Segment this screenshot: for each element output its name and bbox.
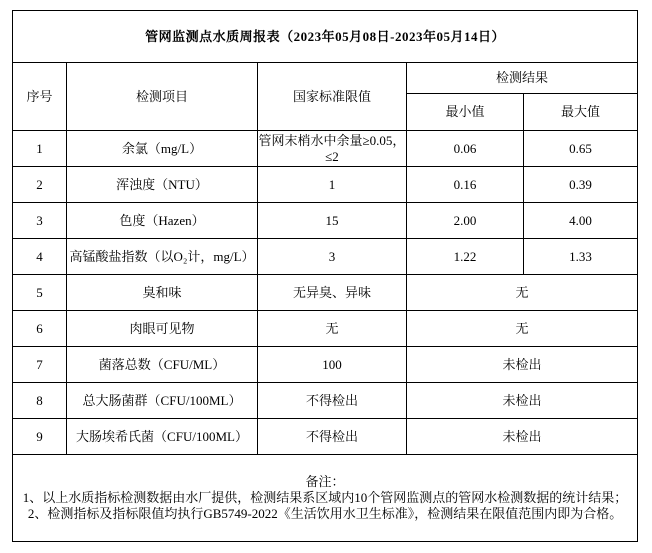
table-row xyxy=(13,383,638,419)
table-row xyxy=(13,311,638,347)
table-row xyxy=(13,419,638,455)
table-row xyxy=(13,347,638,383)
result-cell: 未检出 xyxy=(407,347,638,383)
min-value-cell: 2.00 xyxy=(407,203,524,239)
item-cell: 总大肠菌群（CFU/100ML） xyxy=(67,383,258,419)
result-cell: 未检出 xyxy=(407,419,638,455)
water-quality-table xyxy=(12,10,638,542)
result-cell: 无 xyxy=(407,311,638,347)
header-max: 最大值 xyxy=(524,94,638,131)
max-value-cell: 1.33 xyxy=(524,239,638,275)
table-row xyxy=(13,239,638,275)
item-cell: 高锰酸盐指数（以O₂计，mg/L） xyxy=(67,239,258,275)
row-index-cell: 3 xyxy=(13,203,67,239)
notes-row xyxy=(13,455,638,542)
item-cell: 余氯（mg/L） xyxy=(67,131,258,167)
header-row-1 xyxy=(13,63,638,94)
table-row xyxy=(13,203,638,239)
min-value-cell: 0.06 xyxy=(407,131,524,167)
item-cell: 大肠埃希氏菌（CFU/100ML） xyxy=(67,419,258,455)
header-limit: 国家标准限值 xyxy=(258,63,407,131)
row-index-cell: 1 xyxy=(13,131,67,167)
header-item: 检测项目 xyxy=(67,63,258,131)
row-index-cell: 4 xyxy=(13,239,67,275)
table-row xyxy=(13,131,638,167)
limit-cell: 不得检出 xyxy=(258,419,407,455)
table-row xyxy=(13,275,638,311)
max-value-cell: 0.65 xyxy=(524,131,638,167)
note-line-2: 2、检测指标及指标限值均执行GB5749-2022《生活饮用水卫生标准》，检测结果在限值范围内即为合格。 xyxy=(27,506,623,521)
item-cell: 臭和味 xyxy=(67,275,258,311)
header-no: 序号 xyxy=(13,63,67,131)
result-cell: 无 xyxy=(407,275,638,311)
limit-cell: 无异臭、异味 xyxy=(258,275,407,311)
row-index-cell: 8 xyxy=(13,383,67,419)
limit-cell: 3 xyxy=(258,239,407,275)
limit-cell: 100 xyxy=(258,347,407,383)
limit-cell: 不得检出 xyxy=(258,383,407,419)
row-index-cell: 7 xyxy=(13,347,67,383)
max-value-cell: 4.00 xyxy=(524,203,638,239)
max-value-cell: 0.39 xyxy=(524,167,638,203)
min-value-cell: 0.16 xyxy=(407,167,524,203)
limit-cell: 15 xyxy=(258,203,407,239)
notes-section xyxy=(13,455,638,542)
header-min: 最小值 xyxy=(407,94,524,131)
row-index-cell: 6 xyxy=(13,311,67,347)
item-cell: 浑浊度（NTU） xyxy=(67,167,258,203)
page-title: 管网监测点水质周报表（2023年05月08日-2023年05月14日） xyxy=(13,11,638,63)
notes-label: 备注： xyxy=(305,474,345,489)
report-sheet xyxy=(12,10,637,542)
limit-cell: 1 xyxy=(258,167,407,203)
title-row xyxy=(13,11,638,63)
row-index-cell: 5 xyxy=(13,275,67,311)
table-row xyxy=(13,167,638,203)
row-index-cell: 9 xyxy=(13,419,67,455)
limit-cell: 管网末梢水中余量≥0.05，≤2 xyxy=(258,131,407,167)
item-cell: 色度（Hazen） xyxy=(67,203,258,239)
min-value-cell: 1.22 xyxy=(407,239,524,275)
item-cell: 肉眼可见物 xyxy=(67,311,258,347)
header-result-group: 检测结果 xyxy=(407,63,638,94)
limit-cell: 无 xyxy=(258,311,407,347)
row-index-cell: 2 xyxy=(13,167,67,203)
note-line-1: 1、以上水质指标检测数据由水厂提供，检测结果系区域内10个管网监测点的管网水检测数据的统计结果； xyxy=(22,490,628,505)
item-cell: 菌落总数（CFU/ML） xyxy=(67,347,258,383)
result-cell: 未检出 xyxy=(407,383,638,419)
